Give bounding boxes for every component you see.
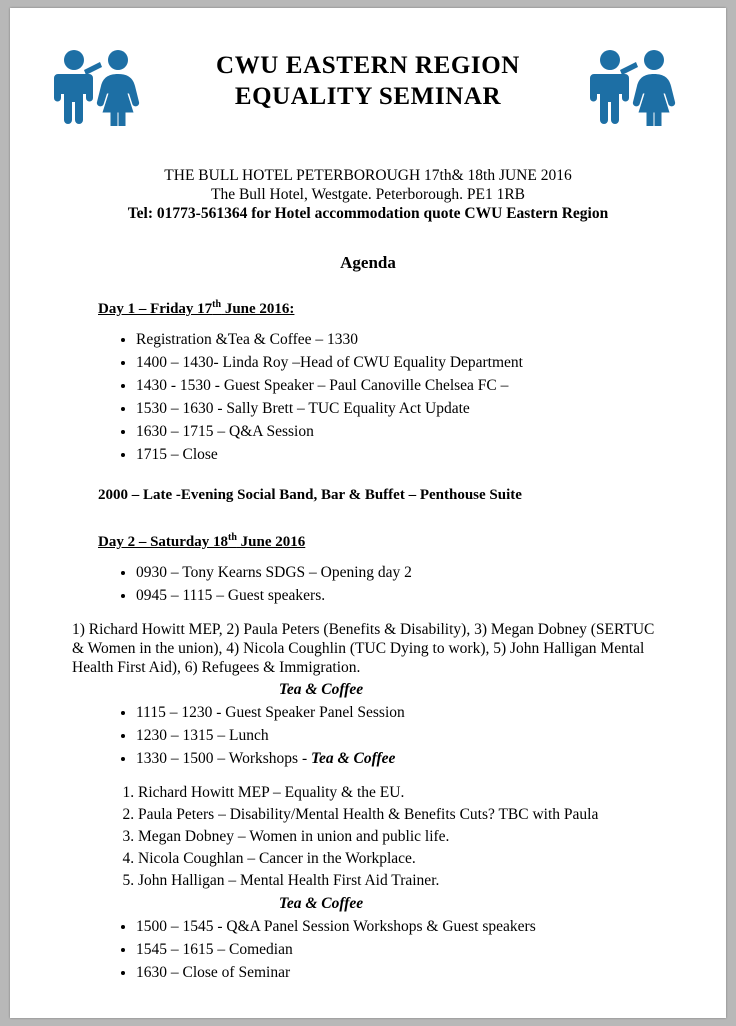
list-item: • 1400 – 1430- Linda Roy –Head of CWU Equality Department [136,353,664,373]
tea-break-2: Tea & Coffee [278,895,364,912]
list-item: • 1530 – 1630 - Sally Brett – TUC Equality Act Update [136,399,664,419]
list-item: • 1545 – 1615 – Comedian [136,940,664,960]
workshops-item-pre: 1330 – 1500 – Workshops - [136,750,311,767]
list-item: • 1230 – 1315 – Lunch [136,726,664,746]
list-item: • 0930 – Tony Kearns SDGS – Opening day 2 [136,563,664,583]
day2-heading-pre: Day 2 – Saturday 18 [98,534,229,550]
title-line-1: CWU EASTERN REGION [216,52,520,79]
document-page [10,8,726,1018]
venue-block [10,166,726,223]
list-item-workshops [136,749,664,769]
day1-heading [98,299,294,318]
workshops-item-tea: Tea & Coffee [311,750,396,767]
list-item: • 1630 – Close of Seminar [136,963,664,983]
day1-evening-social: 2000 – Late -Evening Social Band, Bar & Buffet – Penthouse Suite [98,487,522,503]
page-title [160,50,576,112]
day2-items-end [98,917,664,983]
day2-heading-post: June 2016 [236,534,306,550]
day2-items-mid [98,703,664,769]
list-item: 1. Richard Howitt MEP – Equality & the EU. [138,783,664,803]
day1-heading-post: June 2016: [221,301,295,317]
list-item: • 1115 – 1230 - Guest Speaker Panel Session [136,703,664,723]
day2-workshops-list [98,783,664,891]
list-item: 3. Megan Dobney – Women in union and public life. [138,827,664,847]
venue-line-1: THE BULL HOTEL PETERBOROUGH 17th& 18th JUNE 2016 [164,167,572,184]
agenda-heading: Agenda [340,253,396,272]
day2-speakers-paragraph: 1) Richard Howitt MEP, 2) Paula Peters (Benefits & Disability), 3) Megan Dobney (SERTUC & Women in the union), 4) Nicola Coughlin (TUC Dying to work), 5) John Halligan Mental Health First Aid), 6) Refugees & Immigration. [72,621,655,676]
day2-items-top [98,563,664,606]
list-item: • 1630 – 1715 – Q&A Session [136,422,664,442]
two-people-icon-right [590,48,682,126]
venue-line-2: The Bull Hotel, Westgate. Peterborough. PE1 1RB [210,186,526,203]
list-item: • 1500 – 1545 - Q&A Panel Session Workshops & Guest speakers [136,917,664,937]
title-line-2: EQUALITY SEMINAR [234,83,502,110]
venue-phone: Tel: 01773-561364 for Hotel accommodation quote CWU Eastern Region [127,205,609,222]
document-body [72,273,664,983]
day2-heading [98,532,305,551]
list-item: 5. John Halligan – Mental Health First Aid Trainer. [138,871,664,891]
day1-heading-pre: Day 1 – Friday 17 [98,301,213,317]
day1-heading-sup: th [212,299,222,310]
document-header [40,30,696,142]
list-item: • 1430 - 1530 - Guest Speaker – Paul Canoville Chelsea FC – [136,376,664,396]
day1-items [98,330,664,465]
list-item: 2. Paula Peters – Disability/Mental Health & Benefits Cuts? TBC with Paula [138,805,664,825]
tea-break-1: Tea & Coffee [278,681,364,698]
day2-heading-sup: th [228,532,237,543]
list-item: • 1715 – Close [136,445,664,465]
two-people-icon-left [54,48,146,126]
list-item: 4. Nicola Coughlan – Cancer in the Workplace. [138,849,664,869]
list-item: • 0945 – 1115 – Guest speakers. [136,586,664,606]
list-item: • Registration &Tea & Coffee – 1330 [136,330,664,350]
